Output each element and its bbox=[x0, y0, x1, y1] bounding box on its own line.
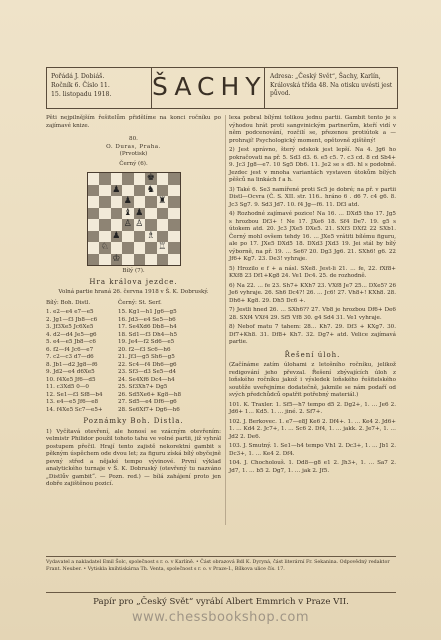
board-square bbox=[168, 254, 180, 266]
move-line: 22. Sc4—f4 Dh6—g6 bbox=[118, 361, 177, 368]
move-line: 10. f4Xe5 Jf6—d5 bbox=[46, 376, 96, 383]
board-square bbox=[88, 173, 100, 185]
board-square bbox=[168, 196, 180, 208]
board-square bbox=[122, 254, 134, 266]
problem-source: (Prvotisk) bbox=[119, 151, 148, 157]
problem-number: 80. bbox=[129, 136, 138, 142]
move-line: 21. Jf3—g5 Sh6—g5 bbox=[118, 354, 175, 360]
game-info: Volná partie hraná 26. června 1918 v Š. K. Dobruský. bbox=[58, 289, 209, 295]
board-square bbox=[88, 254, 100, 266]
paper-supplier-line: Papír pro „Český Svět“ vyrábí Albert Emmrich v Praze VII. bbox=[46, 592, 396, 607]
board-square bbox=[99, 185, 111, 197]
imprint-footer: Vydavatel a nakladatel Emil Šolc, společnost s r. o. v Karlíně. • Část obrazová Bdl K. Dyryná, část literární Fr. Sekanina. Odpovědný redaktor Frant. Neuber. • Vytiskla knihtiskárna Th. Venta, společnost s r. o. v Praze-I., Bílkova ulice čís. 17. bbox=[46, 556, 396, 573]
board-square bbox=[145, 208, 157, 220]
notes-text: 1) Vyčítavá otevření, ale honosí se vzácným otevřením: velmistr Philidor použil tohoto tahu ve volné partii, již vyhrál postupem přečil. Hrají tento zajistě nekorektní gambit s pěkným úspěchem ode dvou let; za figuru získá bílý obyčejně pevný střed a nějaké tempo vývinové. První výklad analytického turnaje v Š. K. Dobruský (otevřený tu nazváno „Distlův gambit“. — Pozn. red.) — bílá zahájení proto jen dobře zajištěnou pozicí. bbox=[46, 428, 221, 487]
chess-piece-icon: ♞ bbox=[146, 184, 155, 195]
solution-103: 103. J. Smutný. 1. Se1—h4 tempo Vh1 2. Dc3+, 1. … Jb1 2. Dc3+, 1. … Ke4 2. Df4. bbox=[229, 443, 396, 457]
board-square bbox=[99, 208, 111, 220]
black-label: Černý (6). bbox=[119, 160, 148, 167]
move-line: 14. f4Xe5 Sc7—e5+ bbox=[46, 406, 103, 413]
board-square bbox=[157, 173, 169, 185]
chess-piece-icon: ♙ bbox=[123, 219, 132, 229]
board-square bbox=[111, 173, 123, 185]
site-watermark: www.chessbookshop.com bbox=[131, 610, 310, 625]
move-line: 26. Sd5Xe6+ Kg8—h8 bbox=[118, 391, 182, 398]
move-line: 9. Jd2—e4 d6Xe5 bbox=[46, 369, 95, 375]
chess-piece-icon: ♙ bbox=[135, 219, 144, 229]
issue-line-2: Ročník 6. Číslo 11. bbox=[51, 81, 110, 89]
board-square bbox=[111, 242, 123, 254]
board-square bbox=[145, 242, 157, 254]
board-square bbox=[99, 173, 111, 185]
board-square bbox=[99, 231, 111, 243]
board-square bbox=[168, 219, 180, 231]
solution-102: 102. J. Berkovec. 1. e7—e8J Ke6 2. Df4+. 1. … Ke4 2. Jd6+ 1. … Kd4 2. Jc7+, 1. … Sc6 2. Df4, 1. … jakk. 2. Je7+, 1. … Jd2 2. De6. bbox=[229, 418, 396, 440]
chess-piece-icon: ♚ bbox=[146, 173, 155, 183]
move-line: 4. d2—d4 Je5—g6 bbox=[46, 331, 97, 338]
right-column bbox=[229, 115, 396, 475]
move-line: 13. e4—e5 Jf6—e8 bbox=[46, 399, 99, 405]
move-line: 5. e4—e5 Jb8—c6 bbox=[46, 339, 96, 345]
board-square bbox=[145, 173, 157, 185]
move-line: 24. Se4Xf6 Dc4—h4 bbox=[118, 376, 175, 383]
chess-piece-icon: ♝ bbox=[123, 207, 132, 218]
chess-piece-icon: ♗ bbox=[146, 230, 155, 241]
solutions-intro: (Začínáme zatím úlohami z letošního ročníku, jelikož redigování jeho převzal. Řešení zbývajících úloh z loňského ročníku jakož i výsledek loňského řešitelského soutěže uveřejníme dodatečně, jakmile se nám podaří od svých předchůdců opatřit potřebný materiál.) bbox=[229, 362, 396, 398]
board-square bbox=[134, 219, 146, 231]
board-square bbox=[145, 231, 157, 243]
masthead-address: Adresa: „Český Svět“, Šachy, Karlín, Královská třída 48. Na otisku uvésti jest původ. bbox=[270, 73, 393, 98]
intro-text: Pěti nejpilnějším řešitelům přidělíme na konci ročníku po zajímavé knize. bbox=[46, 115, 221, 129]
move-line: 27. Sd5—e4 Df6—g6 bbox=[118, 399, 177, 405]
board-square bbox=[157, 196, 169, 208]
chess-piece-icon: ♖ bbox=[158, 242, 167, 252]
move-line: 3. Jf3Xe5 Jc6Xe5 bbox=[46, 324, 94, 330]
chess-piece-icon: ♟ bbox=[135, 207, 144, 218]
board-square bbox=[88, 231, 100, 243]
solution-101: 101. K. Traxler. 1. Sf5—h7 tempo d5 2. Dg2+, 1. … Je6 2. Jd6+ 1… Kd5. 1. … jiné. 2. Sf7+. bbox=[229, 401, 396, 415]
move-line: 23. Sf3—d3 Se5—d4 bbox=[118, 369, 177, 375]
move-line: 17. Se4Xd6 Db8—h4 bbox=[118, 324, 177, 330]
board-square bbox=[122, 196, 134, 208]
players-row bbox=[46, 300, 221, 308]
board-square bbox=[168, 242, 180, 254]
move-line: 15. Kg1—h1 Jg6—g5 bbox=[118, 309, 177, 315]
board-square bbox=[134, 242, 146, 254]
issue-line-3: 15. listopadu 1918. bbox=[51, 90, 112, 98]
board-square bbox=[168, 231, 180, 243]
board-square bbox=[168, 185, 180, 197]
move-line: 1. e2—e4 e7—e5 bbox=[46, 309, 94, 315]
board-square bbox=[99, 254, 111, 266]
board-square bbox=[134, 196, 146, 208]
board-square bbox=[157, 208, 169, 220]
move-line: 28. Se6Xf7+ Dg6—h6 bbox=[118, 406, 180, 413]
move-list-left bbox=[46, 309, 114, 414]
left-column bbox=[46, 115, 221, 489]
chess-piece-icon: ♜ bbox=[158, 196, 167, 206]
note-4: 4) Rozhodné zajímavé pozice! Na 16. … DXd5 tho 17. Jg5 s hrozbou Df3+ ! Ne 17. JXe6 18. Sf4 De7. 19. g5 s útokem atd. 20. Jc3 JXe5 DXe5. 21. SXf3 DXf2 22 SXb1. Černý mohl ovšem tehdy 16. … JXe5 vrátiti bílému figuru, ale po 17. JXe5 DXd5 18. DXd3 JXd3 19. Jei stál by bílý výborně, na př. 19. … Se6? 20. Dg3 Jg6. 21. SXh6! g6. 22 Jf6+ Kg7. 23. De3! vyhraje. bbox=[229, 211, 396, 262]
board-square bbox=[168, 173, 180, 185]
board-square bbox=[145, 219, 157, 231]
chess-piece-icon: ♟ bbox=[112, 230, 121, 241]
board-square bbox=[111, 219, 123, 231]
move-line: 12. Se1—f3 Sf8—b4 bbox=[46, 391, 103, 398]
board-square bbox=[122, 219, 134, 231]
board-square bbox=[157, 219, 169, 231]
board-square bbox=[88, 208, 100, 220]
move-line: 16. Jd3—e4 Se5—b6 bbox=[118, 316, 176, 323]
board-square bbox=[145, 185, 157, 197]
board-square bbox=[111, 185, 123, 197]
problem-author: O. Duras, Praha. bbox=[106, 143, 161, 150]
board-square bbox=[157, 242, 169, 254]
board-square bbox=[122, 185, 134, 197]
board-square bbox=[157, 231, 169, 243]
white-label: Bílý (7). bbox=[122, 268, 145, 274]
board-square bbox=[145, 254, 157, 266]
board-square bbox=[134, 254, 146, 266]
board-square bbox=[111, 254, 123, 266]
board-square bbox=[157, 254, 169, 266]
move-line: 8. Jb1—d2 Jg8—f6 bbox=[46, 361, 98, 368]
board-square bbox=[122, 173, 134, 185]
page-title: ŠACHY bbox=[152, 68, 265, 108]
board-square bbox=[122, 242, 134, 254]
board-square bbox=[99, 242, 111, 254]
issue-line-1: Pořádá J. Dobiáš. bbox=[51, 73, 105, 80]
board-square bbox=[111, 196, 123, 208]
note-7: 7) Jestli hned 26. … SXh6?? 27. Vb8 je hrozbou Df6+ De6 28. SXf4 VXf4 29. Sf5 Vf8 30. g4 Sd4 31. Ve1 vyhraje. bbox=[229, 307, 396, 321]
chess-diagram bbox=[87, 172, 181, 266]
board-square bbox=[88, 219, 100, 231]
chess-piece-icon: ♘ bbox=[100, 242, 109, 252]
move-line: 25. Sf3Xh7+ Dg5 bbox=[118, 384, 168, 390]
white-player: Bílý: Boh. Distl. bbox=[46, 299, 91, 306]
board-square bbox=[88, 196, 100, 208]
game-heading: Hra králova jezdce. bbox=[89, 277, 178, 286]
notes-heading: Poznámky Boh. Distla. bbox=[83, 417, 184, 425]
board-square bbox=[122, 208, 134, 220]
board-square bbox=[122, 231, 134, 243]
note-6: 6) Na 22. … fe 23. Sh7+ KXh7 23. VXf8 Je7 25... DXe5? 26 Je6 vyhraje. 26. Sh6 Dc4?! 26. … Jc6! 27. Vh8+! KXh8. 28. Dh6+ Kg8. 29. Dh5 Dc6 +. bbox=[229, 282, 396, 304]
board-square bbox=[111, 231, 123, 243]
note-3: 3) Také 6. Se3 namířené proti Sc5 je dobré; na př. v partii Distl—Ocvra (Č. S. XII. str. 116.. hráno 6 . d6 7. c4 g6. 8. Jc3 Sg7. 9. Sd3 Jd7. 10. f4 Jg—f6. 11. Df3 atd. bbox=[229, 186, 396, 208]
move-line: 7. c2—c3 d7—d6 bbox=[46, 354, 94, 360]
move-list-right bbox=[118, 309, 204, 414]
solution-104: 104. J. Chocholouš. 1. Dd8—g8 e1 2. Jh3+, 1. … Sa7 2. Jd7, 1. … b5 2. Dg7, 1. … jak 2. Jf5. bbox=[229, 460, 396, 474]
board-square bbox=[134, 173, 146, 185]
chess-piece-icon: ♟ bbox=[123, 196, 132, 206]
move-list bbox=[46, 309, 221, 414]
board-square bbox=[88, 242, 100, 254]
board-square bbox=[134, 185, 146, 197]
chess-piece-icon: ♔ bbox=[112, 253, 121, 264]
board-square bbox=[145, 196, 157, 208]
column-divider bbox=[225, 115, 226, 525]
right-body-top: lexa pobral bílými tolikou jednu partii. Gambit tento je s výhodou hrát proti sangvinickým partnerům, kteří vidí v něm podcenování, rozčilí se, přezenou protiútok a — prohrají! Psychologický moment, opětovně zjištěný! bbox=[229, 115, 396, 144]
move-line: 6. f2—f4 Jc6—e7 bbox=[46, 346, 94, 353]
board-square bbox=[88, 185, 100, 197]
move-line: 19. Je4—f2 Sd6—e5 bbox=[118, 339, 175, 345]
board-square bbox=[134, 208, 146, 220]
move-line: 18. Sd1—f3 Dh4—h5 bbox=[118, 331, 178, 338]
board-square bbox=[111, 208, 123, 220]
chess-piece-icon: ♟ bbox=[112, 184, 121, 195]
board-square bbox=[99, 219, 111, 231]
move-line: 11. c3Xd5 0—0 bbox=[46, 384, 89, 390]
board-square bbox=[168, 208, 180, 220]
note-8: 8) Nebof matu 7 tahem: 28… Kh7. 29. Df3 + KXg7. 30. Df7+Kh8. 31. Df8+ Kh7. 32. Dg7+ atd. Velice zajímavá partie. bbox=[229, 324, 396, 345]
move-line: 20. f2—f3 Sc6—h6 bbox=[118, 346, 171, 353]
solutions-heading: Řešení úloh. bbox=[284, 350, 341, 359]
masthead bbox=[46, 67, 398, 109]
masthead-issue-info bbox=[47, 68, 152, 108]
black-player: Černý: St. Serf. bbox=[118, 299, 162, 306]
board-square bbox=[134, 231, 146, 243]
move-line: 2. Jg1—f3 Jb8—c6 bbox=[46, 316, 98, 323]
note-5: 5) Hrozilo e f + a násl. SXe8. Jest-li 21. … fe, 22. fXf8+ KXf8 23 Df1+Kg8 24. Ve1 Dc4. 25. de rozhodně. bbox=[229, 265, 396, 279]
board-square bbox=[157, 185, 169, 197]
board-square bbox=[99, 196, 111, 208]
note-2: 2) Jest správno, šterý odskok jest lepší. Na 4. Jg6 ho pokračovati na př. 5. Sd3 d3. 6. e5 c5. 7. c3 cd. 8 cd Sb4+ 9. Jc3 Jg8—e7. 10 Sg5 Db6. 11. Je2 se s d5. hl s podobně. Jezdec jest v mnoha variantách vystaven útokům bílých pěšců na linkách f a h. bbox=[229, 147, 396, 183]
